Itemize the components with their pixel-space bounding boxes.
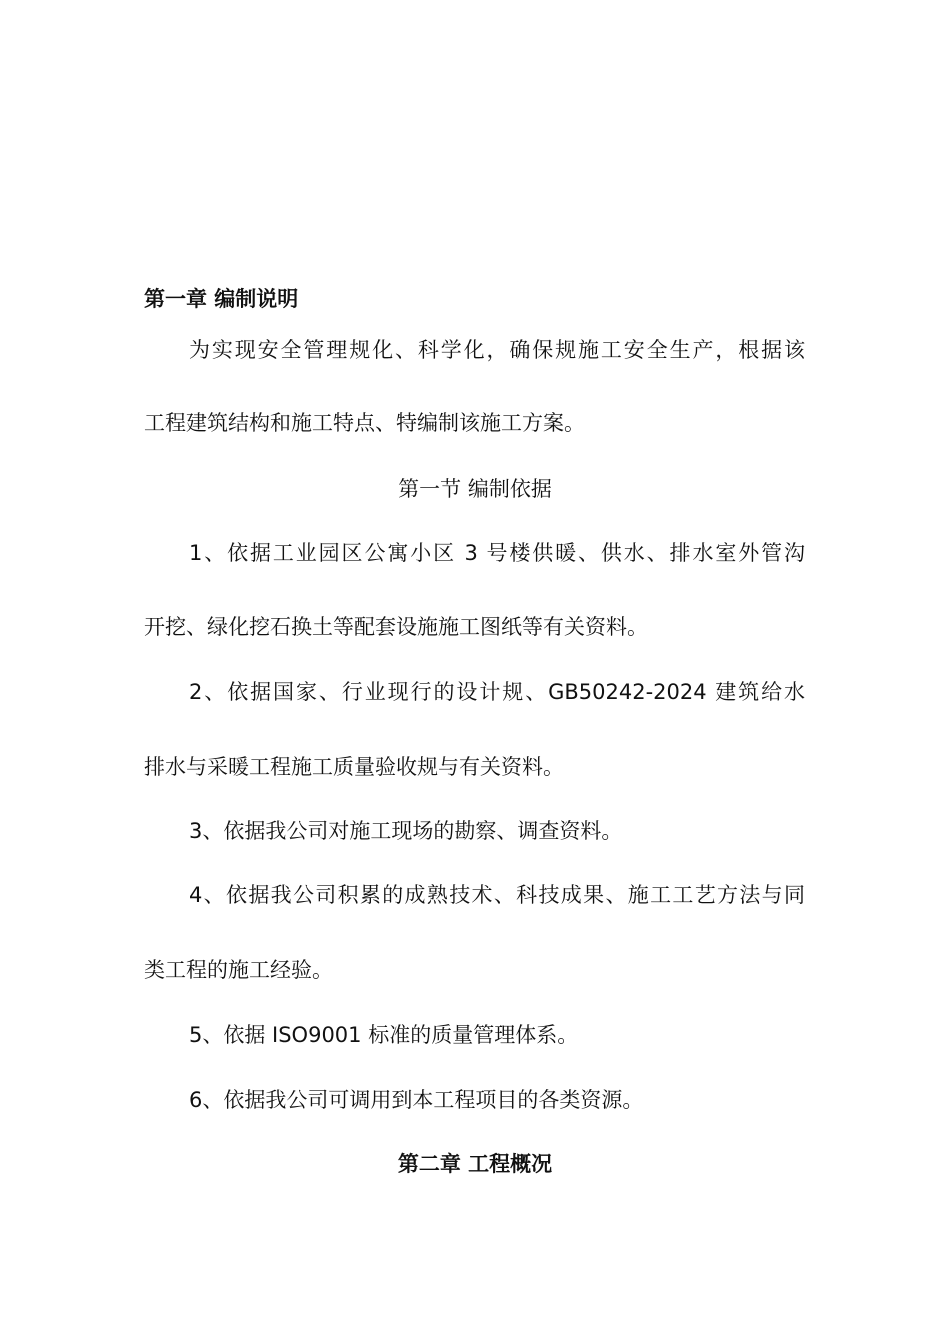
item-1-line-2: 开挖、绿化挖石换土等配套设施施工图纸等有关资料。 [144, 615, 648, 639]
item-4-line-1: 4、依据我公司积累的成熟技术、科技成果、施工工艺方法与同 [189, 883, 805, 907]
chapter-2-title: 第二章 工程概况 [397, 1152, 553, 1176]
item-5-line-1: 5、依据 ISO9001 标准的质量管理体系。 [189, 1023, 579, 1047]
intro-line-1: 为实现安全管理规化、科学化，确保规施工安全生产，根据该 [189, 338, 805, 362]
chapter-1-title: 第一章 编制说明 [144, 287, 299, 311]
item-2-line-2: 排水与采暖工程施工质量验收规与有关资料。 [144, 755, 564, 779]
section-1-title: 第一节 编制依据 [398, 477, 552, 501]
item-4-line-2: 类工程的施工经验。 [144, 958, 333, 982]
item-3-line-1: 3、依据我公司对施工现场的勘察、调查资料。 [189, 819, 623, 843]
item-1-line-1: 1、依据工业园区公寓小区 3 号楼供暖、供水、排水室外管沟 [189, 541, 805, 565]
item-6-line-1: 6、依据我公司可调用到本工程项目的各类资源。 [189, 1088, 644, 1112]
intro-line-2: 工程建筑结构和施工特点、特编制该施工方案。 [144, 411, 585, 435]
item-2-line-1: 2、依据国家、行业现行的设计规、GB50242-2024 建筑给水 [189, 680, 805, 704]
